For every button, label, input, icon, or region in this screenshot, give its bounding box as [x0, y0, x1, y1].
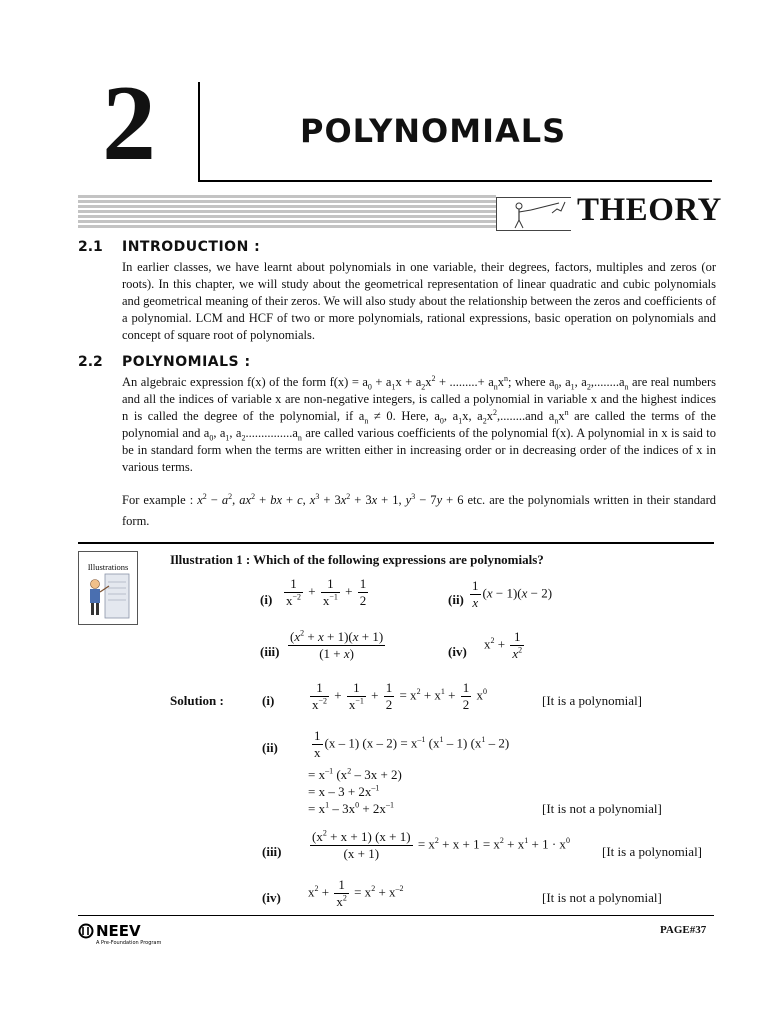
page-number: PAGE#37 [660, 924, 707, 936]
section-paragraph: In earlier classes, we have learnt about polynomials in one variable, their degrees, factors, multiples and zeros (or roots). In this chapter, we will study about the geometrical representation of linear quadratic and cubic polynomials and geometrical meaning of their zeros. We will also study about the relationship between the zeros and coefficients of a polynomial. LCM and HCF of two or more polynomials, rational expressions, basic operation on polynomials and concept of square root of polynomials. [122, 260, 716, 342]
illustration-title: Illustration 1 : Which of the following expressions are polynomials? [170, 552, 544, 567]
solution-i: $\frac{1}{x^{-2}}$ + $\frac{1}{x^{-1}}$ + $\frac{1}{2}$ = $x^2 + x^1$ + $\frac{1}{2}$ $x^0$ [312, 680, 487, 712]
polynomial-example: For example : $x^2 - a^2$, $ax^2$ + bx + c, $x^3 + 3x^2 + 3x + 1$, $y^3 - 7y + 6$ etc. are the polynomials written in their standard form. [122, 491, 717, 528]
svg-text:NEEV: NEEV [96, 922, 141, 940]
svg-text:A Pre-Foundation Program: A Pre-Foundation Program [96, 940, 162, 946]
header-divider-horizontal [198, 180, 712, 182]
solution-ii-line-4: = $x^1 - 3x^0 + 2x^{-1}$ [308, 800, 394, 816]
solution-part-label: (iv) [262, 890, 281, 905]
solution-ii-line-3: = $x - 3 + 2x^{-1}$ [308, 783, 380, 799]
section-title: POLYNOMIALS : [122, 354, 251, 370]
option-label: (iii) [260, 644, 280, 659]
neev-logo [78, 920, 168, 946]
footer-divider [78, 915, 714, 916]
solution-label: Solution : [170, 693, 224, 708]
verdict: [It is a polynomial] [602, 844, 703, 859]
solution-part-label: (i) [262, 693, 275, 708]
theory-label: THEORY [577, 192, 722, 228]
teacher-board-icon [496, 197, 571, 231]
solution-iii: $\frac{(x^2 + x + 1) (x + 1)}{(x + 1)}$ = $x^2 + x + 1 = x^2 + x^1 + 1 \cdot x^0$ [312, 828, 570, 861]
expression-iv: $x^2$ + $\frac{1}{x^2}$ [484, 629, 523, 661]
illustration-badge-label: Illustrations [87, 562, 129, 572]
verdict: [It is not a polynomial] [542, 890, 662, 905]
chapter-title: POLYNOMIALS [300, 112, 567, 150]
verdict: [It is a polynomial] [542, 693, 643, 708]
expression-i: $\frac{1}{x^{-2}}$ + $\frac{1}{x^{-1}}$ + $\frac{1}{2}$ [286, 576, 367, 608]
solution-ii-line-2: = $x^{-1}$ $(x^2 - 3x + 2)$ [308, 766, 402, 782]
solution-part-label: (iii) [262, 844, 282, 859]
header-divider-vertical [198, 82, 200, 182]
section-divider [78, 542, 714, 544]
solution-part-label: (ii) [262, 740, 278, 755]
solution-ii-line-1: $\frac{1}{x}$ (x – 1) $(x - 2) = x^{-1}$ $(x^1 - 1)$ $(x^1 - 2)$ [314, 728, 510, 760]
expression-ii: $\frac{1}{x}$ (x − 1)(x − 2) [472, 578, 553, 610]
solution-iv: $x^2$ + $\frac{1}{x^2}$ = $x^2 + x^{-2}$ [308, 877, 404, 909]
section-number: 2.2 [78, 354, 103, 370]
verdict: [It is not a polynomial] [542, 801, 662, 816]
polynomial-definition: An algebraic expression f(x) of the form $f(x) = a_0 + a_1x + a_2x^2$ + .........+ $a_nx^n$; where $a_0$, $a_1$, $a_2,........a_n$ are real numbers and all the indices of variable x are non-negative integers, is called a polynomial in variable x and the highest indices n is called the degree of the polynomial, if $a_n \ne 0$. Here, $a_0$, $a_1x$, $a_2x^2,........and$ $a_nx^n$ are called the terms of the polynomial and $a_0$, $a_1$, $a_2...............a_n$ are called various coefficients of the polynomial f(x). A polynomial in x is said to be in standard form when the terms are written either in increasing order or in decreasing order of the indices of x in various terms. [122, 373, 716, 474]
section-number: 2.1 [78, 239, 103, 255]
chapter-number: 2 [102, 64, 154, 183]
option-label: (i) [260, 592, 273, 607]
option-label: (ii) [448, 592, 464, 607]
expression-iii: $\frac{(x^2 + x + 1)(x + 1)}{(1 + x)}$ [290, 628, 384, 661]
section-title: INTRODUCTION : [122, 239, 261, 255]
option-label: (iv) [448, 644, 467, 659]
